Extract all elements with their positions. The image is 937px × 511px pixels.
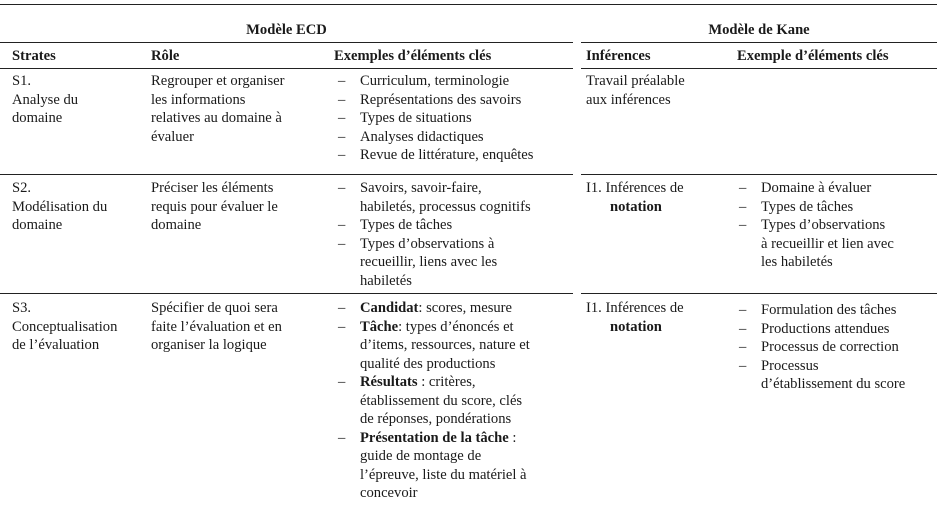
list-item: – Processus d’établissement du score [735, 357, 905, 394]
row1-role: Regrouper et organiser les informations relatives au domaine à évaluer [151, 73, 285, 145]
row1-inference: Travail préalable aux inférences [586, 73, 685, 108]
list-item: – Représentations des savoirs [334, 91, 533, 110]
row2-inference: I1. Inférences de notation [586, 180, 684, 215]
list-item: – Domaine à évaluer [735, 179, 894, 198]
header-exemples: Exemples d’éléments clés [334, 48, 492, 64]
group-rule-kane [581, 42, 937, 43]
top-rule [0, 4, 937, 5]
row3-strate: S3. Conceptualisation de l’évaluation [12, 300, 118, 353]
list-item: – Types de tâches [334, 216, 531, 235]
row1-rule-kane [581, 174, 937, 175]
list-item: – Tâche: types d’énoncés et d’items, ressources, nature et qualité des productions [334, 318, 530, 374]
row2-role: Préciser les éléments requis pour évaluer le domaine [151, 180, 278, 233]
header-role: Rôle [151, 48, 180, 64]
list-item: – Types d’observations à recueillir, liens avec les habiletés [334, 235, 531, 291]
list-item: – Candidat: scores, mesure [334, 299, 530, 318]
row3-kane-list [735, 301, 905, 394]
header-rule-ecd [0, 68, 573, 69]
list-item: – Types de situations [334, 109, 533, 128]
list-item: – Analyses didactiques [334, 128, 533, 147]
group-rule-ecd [0, 42, 573, 43]
row2-rule-kane [581, 293, 937, 294]
header-exemple-kane: Exemple d’éléments clés [737, 48, 889, 64]
row3-role: Spécifier de quoi sera faite l’évaluation et en organiser la logique [151, 300, 282, 353]
row2-strate: S2. Modélisation du domaine [12, 180, 108, 233]
row2-kane-list [735, 179, 894, 272]
row3-exemples-list [334, 299, 530, 503]
group-title-ecd: Modèle ECD [246, 22, 327, 38]
header-inferences: Inférences [586, 48, 651, 64]
list-item: – Résultats : critères, établissement du score, clés de réponses, pondérations [334, 373, 530, 429]
list-item: – Curriculum, terminologie [334, 72, 533, 91]
list-item: – Présentation de la tâche : guide de montage de l’épreuve, liste du matériel à concevoir [334, 429, 530, 503]
header-rule-kane [581, 68, 937, 69]
list-item: – Types d’observations à recueillir et lien avec les habiletés [735, 216, 894, 272]
list-item: – Savoirs, savoir-faire, habiletés, processus cognitifs [334, 179, 531, 216]
row1-exemples-list [334, 72, 533, 165]
list-item: – Productions attendues [735, 320, 905, 339]
header-strates: Strates [12, 48, 56, 64]
list-item: – Revue de littérature, enquêtes [334, 146, 533, 165]
list-item: – Types de tâches [735, 198, 894, 217]
group-title-kane: Modèle de Kane [708, 22, 810, 38]
row2-exemples-list [334, 179, 531, 290]
row2-rule-ecd [0, 293, 573, 294]
row1-strate: S1. Analyse du domaine [12, 73, 79, 126]
list-item: – Processus de correction [735, 338, 905, 357]
list-item: – Formulation des tâches [735, 301, 905, 320]
row1-rule-ecd [0, 174, 573, 175]
row3-inference: I1. Inférences de notation [586, 300, 684, 335]
